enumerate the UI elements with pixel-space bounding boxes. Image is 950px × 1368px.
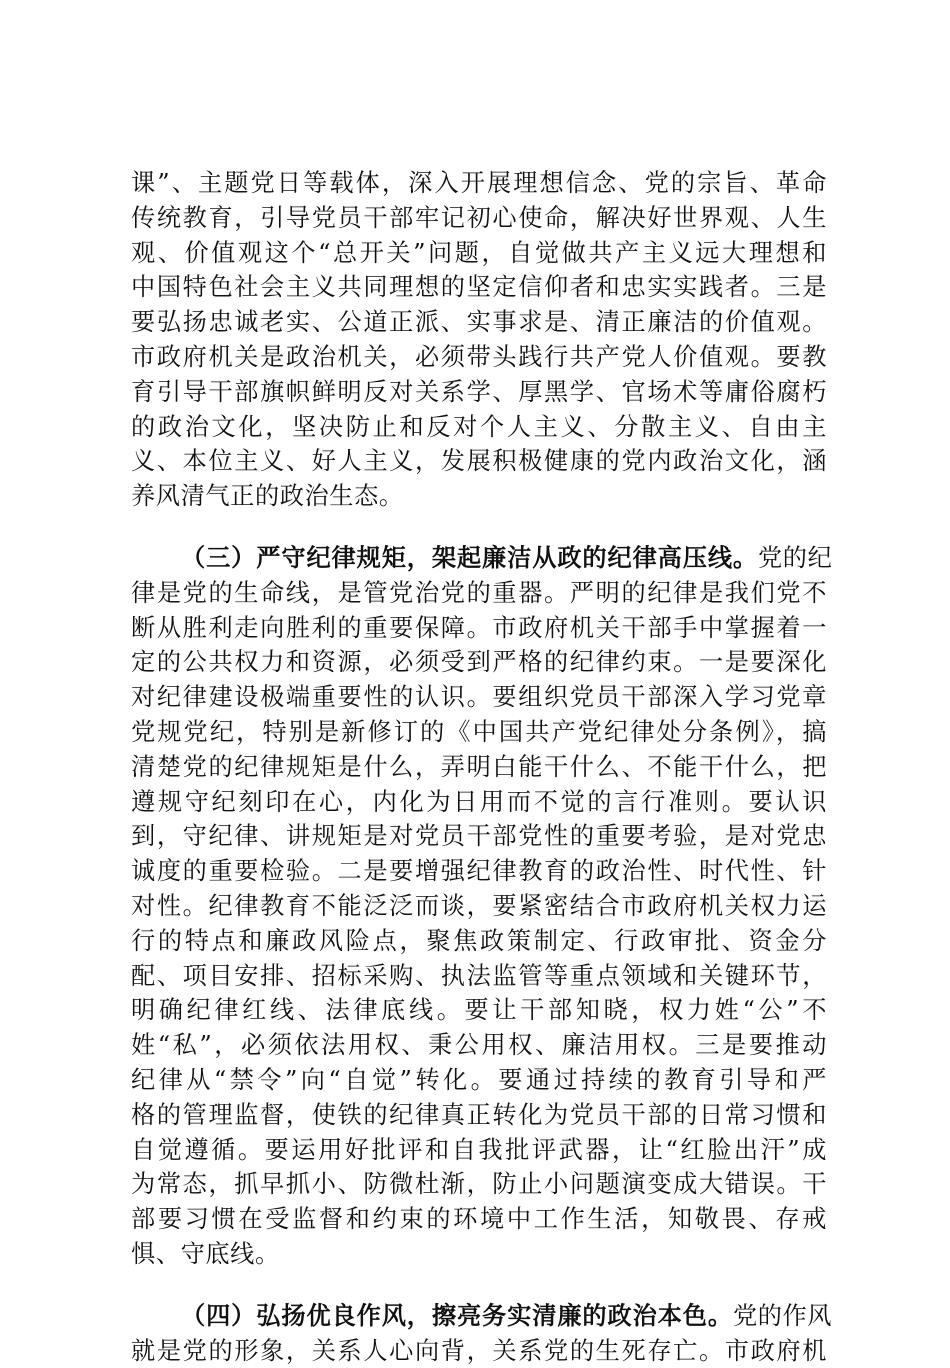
document-body [131,166,827,1368]
text-line: 遵规守纪刻印在心，内化为日用而不觉的言行准则。要认识 [131,785,827,820]
text-line: 明确纪律红线、法律底线。要让干部知晓，权力姓“公”不 [131,993,827,1028]
paragraph-spacer [131,514,827,541]
paragraph-first-line [131,1299,827,1334]
text-line: 行的特点和廉政风险点，聚焦政策制定、行政审批、资金分 [131,924,827,959]
text-line: 育引导干部旗帜鲜明反对关系学、厚黑学、官场术等庸俗腐朽 [131,375,827,410]
text-line: 诚度的重要检验。二是要增强纪律教育的政治性、时代性、针 [131,854,827,889]
text-line: 配、项目安排、招标采购、执法监管等重点领域和关键环节， [131,959,827,994]
paragraph-values-education [131,166,827,514]
text-line: 就是党的形象，关系人心向背，关系党的生死存亡。市政府机 [131,1334,827,1368]
paragraph-spacer [131,1272,827,1299]
text-line: 传统教育，引导党员干部牢记初心使命，解决好世界观、人生 [131,201,827,236]
text-line: 市政府机关是政治机关，必须带头践行共产党人价值观。要教 [131,340,827,375]
text-line: 对纪律建设极端重要性的认识。要组织党员干部深入学习党章 [131,680,827,715]
text-line: 为常态，抓早抓小、防微杜渐，防止小问题演变成大错误。干 [131,1167,827,1202]
text-line: 要弘扬忠诚老实、公道正派、实事求是、清正廉洁的价值观。 [131,305,827,340]
paragraph-work-style [131,1299,827,1368]
text-line: 部要习惯在受监督和约束的环境中工作生活，知敬畏、存戒 [131,1202,827,1237]
text-line: 的政治文化，坚决防止和反对个人主义、分散主义、自由主 [131,410,827,445]
section-heading-three: （三）严守纪律规矩，架起廉洁从政的纪律高压线。 [181,544,758,572]
text-line: 义、本位主义、好人主义，发展积极健康的党内政治文化，涵 [131,444,827,479]
section-heading-four: （四）弘扬优良作风，擦亮务实清廉的政治本色。 [181,1302,733,1330]
text-line: 自觉遵循。要运用好批评和自我批评武器，让“红脸出汗”成 [131,1133,827,1168]
text-line: 姓“私”，必须依法用权、秉公用权、廉洁用权。三是要推动 [131,1028,827,1063]
text-run: 党的作风 [733,1302,832,1330]
text-line: 格的管理监督，使铁的纪律真正转化为党员干部的日常习惯和 [131,1098,827,1133]
text-line: 对性。纪律教育不能泛泛而谈，要紧密结合市政府机关权力运 [131,889,827,924]
text-line: 惧、守底线。 [131,1237,827,1272]
text-line: 断从胜利走向胜利的重要保障。市政府机关干部手中掌握着一 [131,611,827,646]
text-line: 纪律从“禁令”向“自觉”转化。要通过持续的教育引导和严 [131,1063,827,1098]
text-line: 清楚党的纪律规矩是什么，弄明白能干什么、不能干什么，把 [131,750,827,785]
text-run: 党的纪 [758,544,832,572]
paragraph-first-line [131,541,827,576]
text-line: 定的公共权力和资源，必须受到严格的纪律约束。一是要深化 [131,645,827,680]
text-line: 课”、主题党日等载体，深入开展理想信念、党的宗旨、革命 [131,166,827,201]
text-line: 党规党纪，特别是新修订的《中国共产党纪律处分条例》，搞 [131,715,827,750]
paragraph-discipline [131,541,827,1272]
text-line: 到，守纪律、讲规矩是对党员干部党性的重要考验，是对党忠 [131,819,827,854]
text-line: 律是党的生命线，是管党治党的重器。严明的纪律是我们党不 [131,576,827,611]
text-line: 中国特色社会主义共同理想的坚定信仰者和忠实实践者。三是 [131,270,827,305]
text-line: 养风清气正的政治生态。 [131,479,827,514]
text-line: 观、价值观这个“总开关”问题，自觉做共产主义远大理想和 [131,236,827,271]
